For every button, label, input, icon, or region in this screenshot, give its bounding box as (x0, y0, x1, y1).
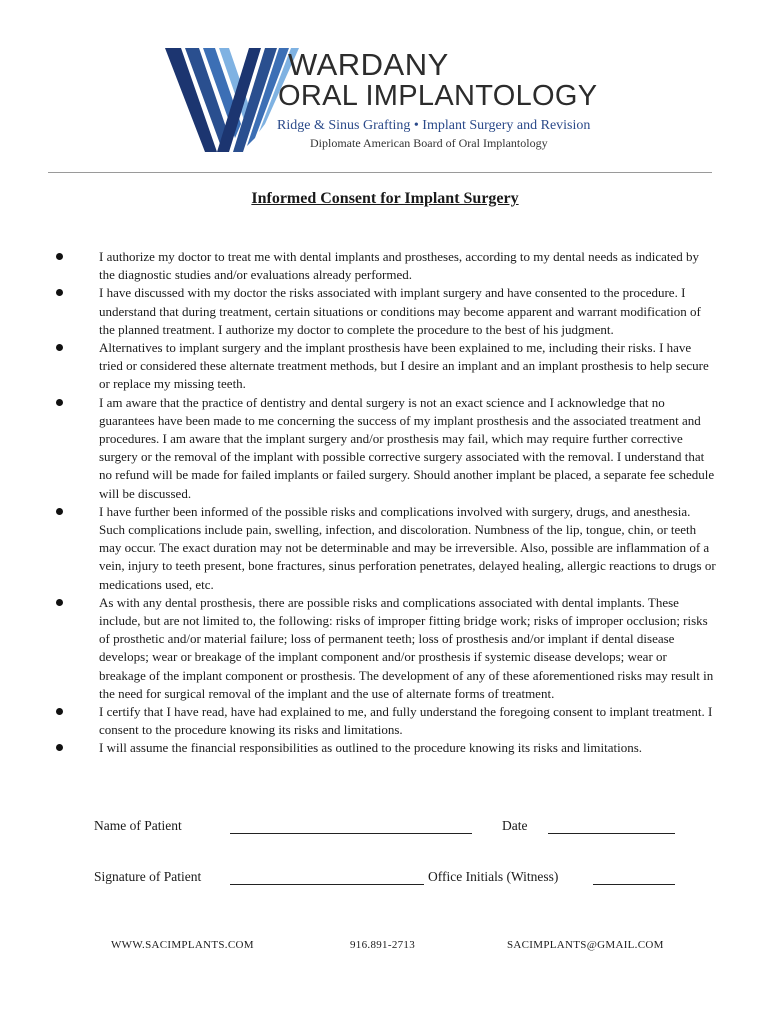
office-initials-label: Office Initials (Witness) (428, 869, 559, 884)
logo-name-line1: WARDANY (288, 47, 449, 82)
bullet-icon (56, 344, 63, 351)
list-item: I certify that I have read, have had explained to me, and fully understand the foregoing consent to implant treatment. I consent to the procedure knowing its risks and limitations. (56, 703, 716, 739)
footer-phone: 916.891-2713 (350, 939, 416, 951)
patient-signature-label: Signature of Patient (94, 869, 202, 884)
list-item: I have discussed with my doctor the risks associated with implant surgery and have consented to the procedure. I understand that during treatment, certain situations or conditions may become apparent and warrant modification of the planned treatment. I authorize my doctor to complete the procedure to the best of his judgment. (56, 284, 716, 339)
list-item: Alternatives to implant surgery and the implant prosthesis have been explained to me, including their risks. I have tried or considered these alternate treatment methods, but I desire an implant and an implant prosthesis to help secure or replace my missing teeth. (56, 339, 716, 394)
bullet-icon (56, 289, 63, 296)
bullet-icon (56, 508, 63, 515)
bullet-icon (56, 253, 63, 260)
logo-tagline: Ridge & Sinus Grafting • Implant Surgery and Revision (277, 118, 591, 133)
office-initials-field[interactable] (593, 884, 675, 885)
list-item: I am aware that the practice of dentistry and dental surgery is not an exact science and I acknowledge that no guarantees have been made to me concerning the success of my implant prosthesis and the associated treatment and procedures. I am aware that the implant surgery and/or prosthesis may fail, which may require further corrective surgery or the removal of the implant with possible corrective surgery associated with the removal. I understand that no refund will be made for failed implants or failed surgery. Should another implant be placed, a separate fee schedule will be discussed. (56, 394, 716, 503)
logo-name-line2: ORAL IMPLANTOLOGY (278, 80, 598, 112)
bullet-icon (56, 744, 63, 751)
date-label: Date (502, 818, 528, 833)
practice-logo (165, 46, 605, 156)
bullet-icon (56, 708, 63, 715)
patient-signature-field[interactable] (230, 884, 424, 885)
patient-name-label: Name of Patient (94, 818, 182, 833)
document-title: Informed Consent for Implant Surgery (251, 190, 519, 207)
list-item: I authorize my doctor to treat me with dental implants and prostheses, according to my dental needs as indicated by the diagnostic studies and/or evaluations already performed. (56, 248, 716, 284)
list-item: As with any dental prosthesis, there are possible risks and complications associated with dental implants. These include, but are not limited to, the following: risks of improper fitting bridge work; risks of improper occlusion; risks of prosthetic and/or material failure; loss of permanent teeth; loss of prosthesis and/or implant if dental disease develops; wear or breakage of the implant component and/or prosthesis if systemic disease develops; wear or breakage of the implant component or prosthesis. The development of any of these aforementioned risks may result in the need for surgical removal of the implant and the use of alternate forms of treatment. (56, 594, 716, 703)
consent-list (56, 248, 716, 758)
header-divider (48, 172, 712, 173)
footer-email: SACIMPLANTS@GMAIL.COM (507, 939, 664, 951)
date-field[interactable] (548, 833, 675, 834)
bullet-icon (56, 399, 63, 406)
bullet-icon (56, 599, 63, 606)
list-item: I will assume the financial responsibilities as outlined to the procedure knowing its risks and limitations. (56, 739, 716, 757)
footer-website: WWW.SACIMPLANTS.COM (111, 939, 254, 951)
patient-name-field[interactable] (230, 833, 472, 834)
logo-diplomate: Diplomate American Board of Oral Implantology (310, 136, 548, 150)
list-item: I have further been informed of the possible risks and complications involved with surgery, drugs, and anesthesia. Such complications include pain, swelling, infection, and discoloration. Numbness of the lip, tongue, chin, or teeth may occur. The exact duration may not be determinable and may be irreversible. Also, possible are inflammation of a vein, injury to teeth present, bone fractures, sinus perforation penetrates, delayed healing, allergic reactions to drugs or medications used, etc. (56, 503, 716, 594)
